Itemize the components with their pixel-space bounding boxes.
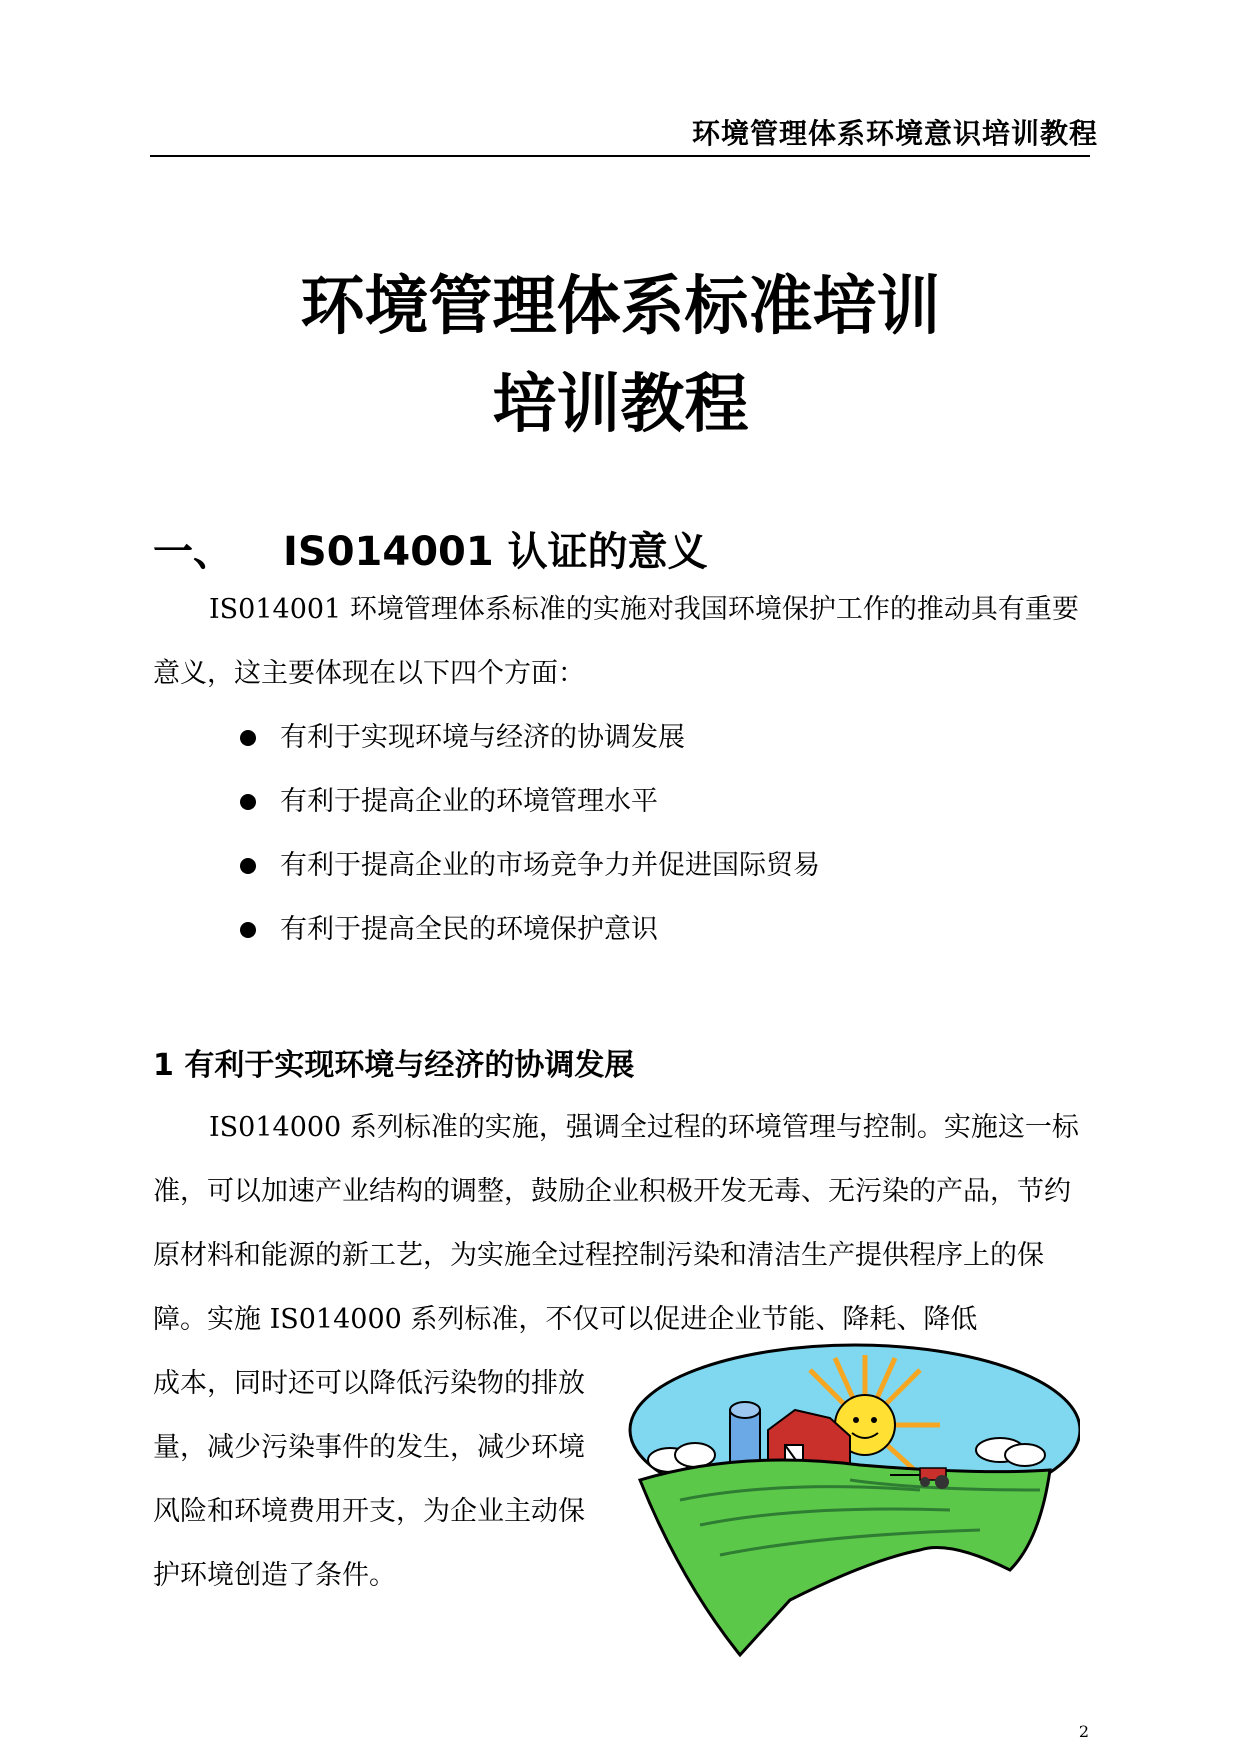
list-item: 有利于实现环境与经济的协调发展 — [240, 706, 820, 770]
subsection-paragraph-2: 成本，同时还可以降低污染物的排放量，减少污染事件的发生，减少环境风险和环境费用开支，为企业主动保护环境创造了条件。 — [153, 1368, 585, 1591]
section-number: 一、 — [153, 529, 233, 575]
section-intro-paragraph: IS014001 环境管理体系标准的实施对我国环境保护工作的推动具有重要意义，这主要体现在以下四个方面： — [153, 594, 1079, 689]
bullet-icon — [240, 730, 256, 746]
farm-landscape-icon — [620, 1340, 1080, 1660]
bullet-icon — [240, 858, 256, 874]
document-title-line-1: 环境管理体系标准培训 — [300, 270, 941, 344]
bullet-icon — [240, 794, 256, 810]
page-number: 2 — [1078, 1722, 1089, 1741]
section-heading-text: IS014001 认证的意义 — [283, 529, 708, 575]
subsection-heading: 1 有利于实现环境与经济的协调发展 — [153, 1048, 635, 1083]
section-heading — [153, 520, 708, 577]
list-item: 有利于提高企业的环境管理水平 — [240, 770, 820, 834]
header-rule — [150, 155, 1090, 157]
list-item: 有利于提高企业的市场竞争力并促进国际贸易 — [240, 834, 820, 898]
list-item: 有利于提高全民的环境保护意识 — [240, 898, 820, 962]
bullet-icon — [240, 922, 256, 938]
running-header-title: 环境管理体系环境意识培训教程 — [691, 117, 1098, 150]
subsection-paragraph-1: IS014000 系列标准的实施，强调全过程的环境管理与控制。实施这一标准，可以加速产业结构的调整，鼓励企业积极开发无毒、无污染的产品，节约原材料和能源的新工艺，为实施全过程控制污染和清洁生产提供程序上的保障。实施 IS014000 系列标准，不仅可以促进企业节能、降耗、降低 — [153, 1112, 1079, 1335]
benefits-list — [240, 706, 820, 962]
document-title-line-2: 培训教程 — [492, 368, 749, 442]
